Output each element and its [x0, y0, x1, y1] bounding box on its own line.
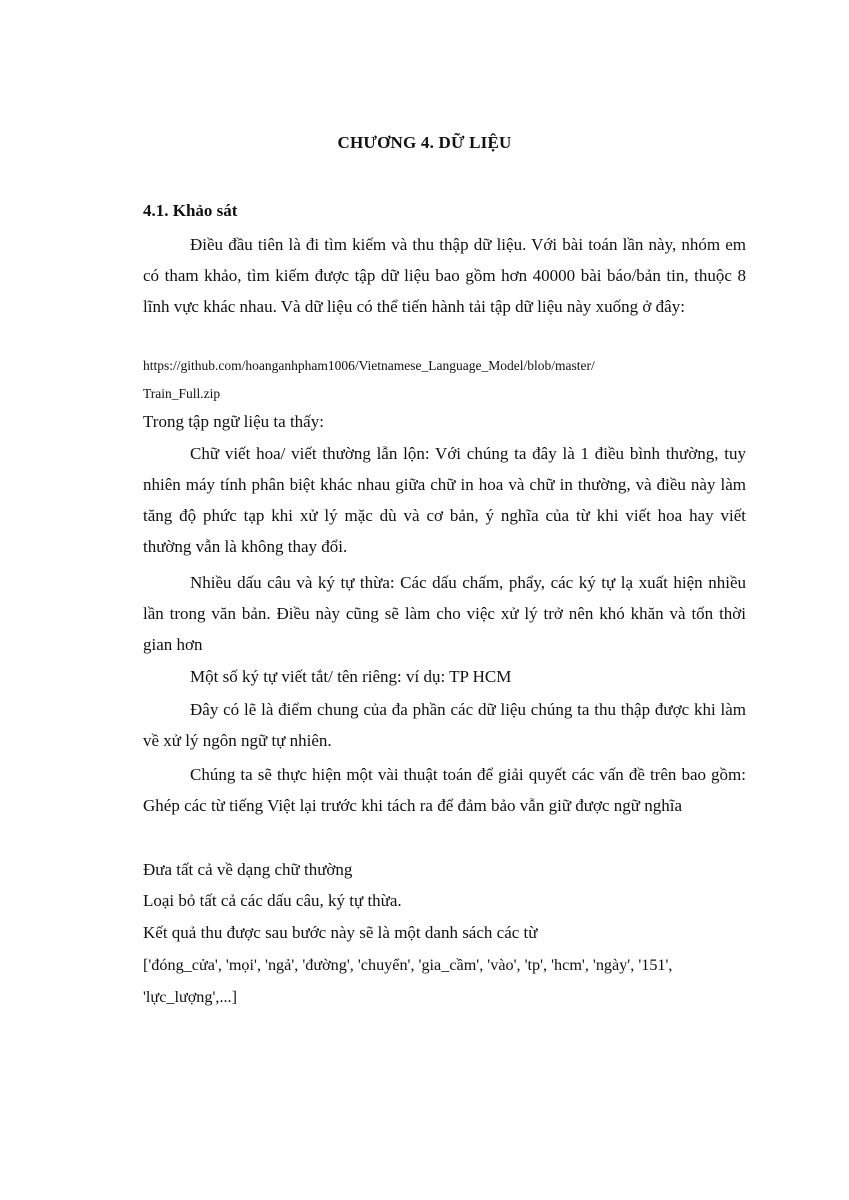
- dataset-url-line-1: https://github.com/hoanganhpham1006/Vietnamese_Language_Model/blob/master/: [143, 358, 595, 373]
- remove-punct-step: Loại bỏ tất cả các dấu câu, ký tự thừa.: [143, 891, 402, 910]
- abbreviation-paragraph: Một số ký tự viết tắt/ tên riêng: ví dụ: TP HCM: [190, 667, 512, 686]
- word-list-line-1: ['đóng_cửa', 'mọi', 'ngả', 'đường', 'chuyển', 'gia_cầm', 'vào', 'tp', 'hcm', 'ngày', '151',: [143, 956, 673, 974]
- result-intro: Kết quả thu được sau bước này sẽ là một danh sách các từ: [143, 923, 538, 942]
- intro-paragraph: Điều đầu tiên là đi tìm kiếm và thu thập dữ liệu. Với bài toán lần này, nhóm em có tham khảo, tìm kiếm được tập dữ liệu bao gồm hơn 40000 bài báo/bản tin, thuộc 8 lĩnh vực khác nhau. Và dữ liệu có thể tiến hành tải tập dữ liệu này xuống ở đây:: [143, 235, 746, 316]
- word-list-line-2: 'lực_lượng',...]: [143, 988, 237, 1006]
- chapter-title: CHƯƠNG 4. DỮ LIỆU: [337, 133, 512, 152]
- observation-intro: Trong tập ngữ liệu ta thấy:: [143, 412, 324, 431]
- section-title: 4.1. Khảo sát: [143, 201, 238, 220]
- dataset-url-line-2: Train_Full.zip: [143, 386, 221, 401]
- common-paragraph: Đây có lẽ là điểm chung của đa phần các dữ liệu chúng ta thu thập được khi làm về xử lý ngôn ngữ tự nhiên.: [143, 700, 746, 750]
- algorithm-paragraph: Chúng ta sẽ thực hiện một vài thuật toán để giải quyết các vấn đề trên bao gồm: Ghép các từ tiếng Việt lại trước khi tách ra để đảm bảo vẫn giữ được ngữ nghĩa: [143, 765, 746, 815]
- punctuation-paragraph: Nhiều dấu câu và ký tự thừa: Các dấu chấm, phẩy, các ký tự lạ xuất hiện nhiều lần trong văn bản. Điều này cũng sẽ làm cho việc xử lý trở nên khó khăn và tốn thời gian hơn: [143, 573, 746, 654]
- lowercase-step: Đưa tất cả về dạng chữ thường: [143, 860, 353, 879]
- case-paragraph: Chữ viết hoa/ viết thường lẫn lộn: Với chúng ta đây là 1 điều bình thường, tuy nhiên máy tính phân biệt khác nhau giữa chữ in hoa và chữ in thường, và điều này làm tăng độ phức tạp khi xử lý mặc dù và cơ bản, ý nghĩa của từ khi viết hoa hay viết thường vẫn là không thay đổi.: [143, 444, 746, 556]
